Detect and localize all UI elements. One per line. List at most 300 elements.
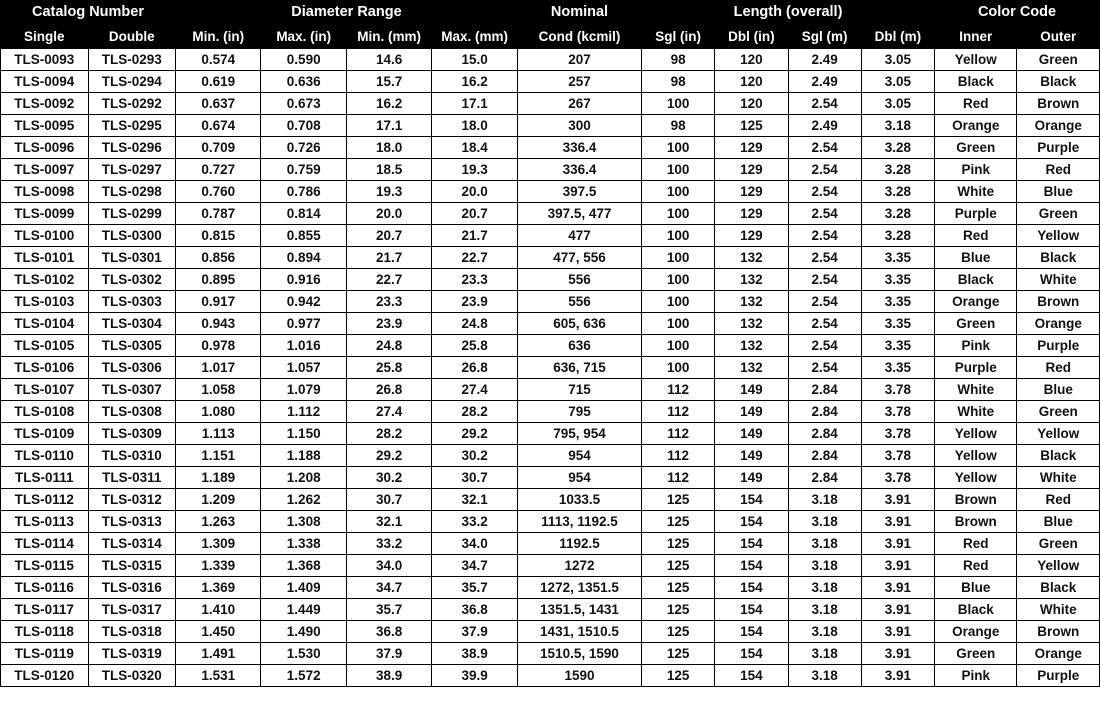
table-cell: 125 (642, 599, 715, 621)
table-cell: 1.016 (261, 335, 346, 357)
table-row (1, 533, 1100, 555)
table-cell: 0.760 (176, 181, 261, 203)
table-cell: Red (1017, 159, 1100, 181)
table-cell: 154 (715, 489, 788, 511)
table-cell: 2.84 (788, 467, 861, 489)
table-cell: White (935, 379, 1017, 401)
table-cell: 18.0 (432, 115, 518, 137)
table-cell: 1.339 (176, 555, 261, 577)
table-cell: 2.54 (788, 203, 861, 225)
table-cell: TLS-0317 (88, 599, 176, 621)
table-cell: 34.7 (346, 577, 431, 599)
table-cell: 3.78 (861, 445, 934, 467)
table-cell: 34.7 (432, 555, 518, 577)
table-cell: 795 (517, 401, 641, 423)
table-cell: 100 (642, 335, 715, 357)
table-cell: 0.727 (176, 159, 261, 181)
table-cell: 3.28 (861, 159, 934, 181)
table-cell: 23.9 (346, 313, 431, 335)
table-cell: 1.262 (261, 489, 346, 511)
table-cell: TLS-0292 (88, 93, 176, 115)
table-cell: 1.263 (176, 511, 261, 533)
table-row (1, 357, 1100, 379)
table-cell: 3.05 (861, 71, 934, 93)
table-cell: 3.78 (861, 467, 934, 489)
table-cell: 129 (715, 181, 788, 203)
table-cell: White (1017, 269, 1100, 291)
table-cell: 149 (715, 401, 788, 423)
table-cell: Black (1017, 577, 1100, 599)
table-cell: 1272 (517, 555, 641, 577)
table-cell: 3.35 (861, 291, 934, 313)
table-cell: TLS-0096 (1, 137, 89, 159)
table-cell: 1.308 (261, 511, 346, 533)
table-cell: 3.78 (861, 379, 934, 401)
table-cell: 715 (517, 379, 641, 401)
table-cell: 149 (715, 467, 788, 489)
table-cell: 100 (642, 137, 715, 159)
table-cell: 3.18 (788, 555, 861, 577)
table-cell: 1.410 (176, 599, 261, 621)
table-cell: TLS-0108 (1, 401, 89, 423)
table-cell: 0.673 (261, 93, 346, 115)
table-row (1, 621, 1100, 643)
table-cell: 125 (642, 533, 715, 555)
table-cell: 0.977 (261, 313, 346, 335)
table-cell: Green (935, 643, 1017, 665)
table-cell: Red (935, 555, 1017, 577)
table-cell: TLS-0316 (88, 577, 176, 599)
table-cell: 0.726 (261, 137, 346, 159)
table-cell: 0.856 (176, 247, 261, 269)
table-cell: Green (1017, 533, 1100, 555)
table-cell: 0.814 (261, 203, 346, 225)
table-cell: 3.91 (861, 533, 934, 555)
table-cell: 37.9 (432, 621, 518, 643)
table-cell: 98 (642, 49, 715, 71)
table-cell: White (1017, 467, 1100, 489)
table-cell: 1272, 1351.5 (517, 577, 641, 599)
table-cell: 36.8 (432, 599, 518, 621)
table-cell: 29.2 (346, 445, 431, 467)
table-cell: Black (935, 269, 1017, 291)
table-cell: 129 (715, 225, 788, 247)
table-cell: 125 (642, 665, 715, 687)
column-header-cell: Sgl (in) (642, 25, 715, 49)
table-cell: 1.449 (261, 599, 346, 621)
table-cell: TLS-0297 (88, 159, 176, 181)
table-cell: TLS-0298 (88, 181, 176, 203)
table-cell: Green (935, 137, 1017, 159)
table-cell: 1.208 (261, 467, 346, 489)
table-cell: TLS-0103 (1, 291, 89, 313)
table-cell: 1.530 (261, 643, 346, 665)
table-row (1, 291, 1100, 313)
table-cell: 14.6 (346, 49, 431, 71)
table-cell: 35.7 (432, 577, 518, 599)
table-cell: 2.49 (788, 71, 861, 93)
table-cell: TLS-0320 (88, 665, 176, 687)
table-cell: 0.916 (261, 269, 346, 291)
table-cell: 18.5 (346, 159, 431, 181)
table-cell: Green (1017, 401, 1100, 423)
table-cell: 100 (642, 93, 715, 115)
table-cell: 3.91 (861, 577, 934, 599)
table-cell: Green (1017, 203, 1100, 225)
table-cell: TLS-0104 (1, 313, 89, 335)
table-cell: 98 (642, 71, 715, 93)
table-cell: 0.786 (261, 181, 346, 203)
table-cell: 1.017 (176, 357, 261, 379)
table-cell: Black (1017, 445, 1100, 467)
table-cell: Black (935, 71, 1017, 93)
table-cell: 0.574 (176, 49, 261, 71)
table-cell: 3.91 (861, 665, 934, 687)
table-cell: 3.91 (861, 489, 934, 511)
table-cell: 336.4 (517, 137, 641, 159)
table-cell: 1.058 (176, 379, 261, 401)
table-cell: 477 (517, 225, 641, 247)
table-cell: 954 (517, 467, 641, 489)
table-cell: 125 (642, 577, 715, 599)
table-cell: 125 (642, 489, 715, 511)
table-cell: 30.7 (432, 467, 518, 489)
table-row (1, 511, 1100, 533)
table-cell: 2.54 (788, 313, 861, 335)
table-row (1, 313, 1100, 335)
table-cell: 1.450 (176, 621, 261, 643)
table-cell: 26.8 (432, 357, 518, 379)
table-cell: 129 (715, 203, 788, 225)
table-cell: TLS-0315 (88, 555, 176, 577)
table-cell: TLS-0314 (88, 533, 176, 555)
table-cell: 32.1 (346, 511, 431, 533)
table-row (1, 269, 1100, 291)
table-cell: 954 (517, 445, 641, 467)
table-cell: 28.2 (432, 401, 518, 423)
table-cell: TLS-0107 (1, 379, 89, 401)
table-cell: 18.0 (346, 137, 431, 159)
table-cell: Brown (935, 511, 1017, 533)
table-row (1, 115, 1100, 137)
table-cell: 0.942 (261, 291, 346, 313)
table-cell: 207 (517, 49, 641, 71)
table-cell: TLS-0110 (1, 445, 89, 467)
table-cell: 1.209 (176, 489, 261, 511)
table-cell: 0.894 (261, 247, 346, 269)
table-cell: 3.18 (788, 665, 861, 687)
table-row (1, 665, 1100, 687)
column-header-cell: Outer (1017, 25, 1100, 49)
table-cell: TLS-0102 (1, 269, 89, 291)
table-cell: Yellow (935, 467, 1017, 489)
column-header-cell: Max. (in) (261, 25, 346, 49)
table-cell: 336.4 (517, 159, 641, 181)
table-cell: 0.787 (176, 203, 261, 225)
table-cell: 154 (715, 555, 788, 577)
table-cell: Purple (1017, 137, 1100, 159)
table-cell: 3.35 (861, 357, 934, 379)
table-cell: 16.2 (432, 71, 518, 93)
table-cell: TLS-0308 (88, 401, 176, 423)
table-cell: 257 (517, 71, 641, 93)
table-cell: 100 (642, 181, 715, 203)
table-cell: Pink (935, 159, 1017, 181)
table-cell: Blue (935, 247, 1017, 269)
column-header-cell: Dbl (m) (861, 25, 934, 49)
table-row (1, 247, 1100, 269)
table-cell: 3.18 (788, 489, 861, 511)
table-cell: 0.674 (176, 115, 261, 137)
table-cell: 3.05 (861, 93, 934, 115)
table-cell: TLS-0299 (88, 203, 176, 225)
table-cell: 2.54 (788, 137, 861, 159)
table-cell: 1.151 (176, 445, 261, 467)
table-cell: TLS-0312 (88, 489, 176, 511)
table-cell: 38.9 (432, 643, 518, 665)
table-cell: 125 (642, 621, 715, 643)
table-cell: 100 (642, 225, 715, 247)
table-cell: TLS-0302 (88, 269, 176, 291)
table-cell: TLS-0105 (1, 335, 89, 357)
table-cell: 25.8 (346, 357, 431, 379)
column-header-cell: Max. (mm) (432, 25, 518, 49)
table-cell: 3.35 (861, 247, 934, 269)
table-cell: 22.7 (346, 269, 431, 291)
table-cell: Orange (1017, 115, 1100, 137)
table-row (1, 401, 1100, 423)
table-cell: 0.709 (176, 137, 261, 159)
table-cell: Orange (1017, 313, 1100, 335)
table-cell: 0.619 (176, 71, 261, 93)
table-cell: 112 (642, 423, 715, 445)
table-cell: Blue (1017, 181, 1100, 203)
table-cell: Yellow (935, 423, 1017, 445)
table-cell: TLS-0097 (1, 159, 89, 181)
table-cell: 1.490 (261, 621, 346, 643)
table-cell: TLS-0319 (88, 643, 176, 665)
table-cell: 3.18 (788, 577, 861, 599)
table-cell: 36.8 (346, 621, 431, 643)
table-cell: 3.18 (788, 533, 861, 555)
table-cell: 132 (715, 357, 788, 379)
table-cell: Red (1017, 489, 1100, 511)
table-cell: Brown (1017, 93, 1100, 115)
table-cell: 100 (642, 313, 715, 335)
table-cell: White (1017, 599, 1100, 621)
table-cell: TLS-0293 (88, 49, 176, 71)
table-cell: 1510.5, 1590 (517, 643, 641, 665)
table-cell: 1.531 (176, 665, 261, 687)
table-row (1, 643, 1100, 665)
table-cell: Brown (1017, 291, 1100, 313)
table-cell: 38.9 (346, 665, 431, 687)
table-cell: 3.18 (788, 599, 861, 621)
table-cell: Red (1017, 357, 1100, 379)
table-cell: 22.7 (432, 247, 518, 269)
table-cell: TLS-0318 (88, 621, 176, 643)
table-cell: 129 (715, 159, 788, 181)
table-cell: 0.895 (176, 269, 261, 291)
table-cell: Purple (1017, 665, 1100, 687)
table-cell: 1192.5 (517, 533, 641, 555)
table-cell: 149 (715, 379, 788, 401)
table-cell: TLS-0311 (88, 467, 176, 489)
table-cell: TLS-0109 (1, 423, 89, 445)
table-cell: 3.28 (861, 181, 934, 203)
table-cell: 795, 954 (517, 423, 641, 445)
table-cell: 1033.5 (517, 489, 641, 511)
table-cell: 24.8 (432, 313, 518, 335)
table-cell: TLS-0295 (88, 115, 176, 137)
table-cell: 25.8 (432, 335, 518, 357)
table-row (1, 599, 1100, 621)
table-cell: Orange (935, 291, 1017, 313)
table-cell: 1.113 (176, 423, 261, 445)
table-cell: TLS-0099 (1, 203, 89, 225)
table-cell: 1.368 (261, 555, 346, 577)
table-cell: 23.3 (346, 291, 431, 313)
table-cell: 132 (715, 335, 788, 357)
table-row (1, 181, 1100, 203)
table-cell: Red (935, 93, 1017, 115)
table-cell: 2.54 (788, 159, 861, 181)
table-cell: TLS-0313 (88, 511, 176, 533)
table-cell: Blue (1017, 379, 1100, 401)
table-cell: 605, 636 (517, 313, 641, 335)
table-cell: Yellow (1017, 225, 1100, 247)
table-cell: 19.3 (346, 181, 431, 203)
table-cell: 112 (642, 401, 715, 423)
table-cell: 21.7 (432, 225, 518, 247)
table-cell: 3.91 (861, 643, 934, 665)
table-row (1, 49, 1100, 71)
table-cell: 20.7 (432, 203, 518, 225)
group-header-cell: Diameter Range (176, 1, 518, 25)
table-cell: 0.978 (176, 335, 261, 357)
table-cell: 3.18 (788, 511, 861, 533)
table-cell: 33.2 (432, 511, 518, 533)
table-cell: Brown (935, 489, 1017, 511)
table-cell: 2.84 (788, 379, 861, 401)
table-cell: 132 (715, 269, 788, 291)
table-cell: 1.112 (261, 401, 346, 423)
table-cell: 149 (715, 445, 788, 467)
table-cell: Pink (935, 335, 1017, 357)
table-cell: 17.1 (346, 115, 431, 137)
table-row (1, 159, 1100, 181)
table-row (1, 555, 1100, 577)
table-cell: 37.9 (346, 643, 431, 665)
table-cell: TLS-0307 (88, 379, 176, 401)
column-header-cell: Sgl (m) (788, 25, 861, 49)
table-cell: 3.91 (861, 599, 934, 621)
table-cell: 154 (715, 643, 788, 665)
table-cell: 120 (715, 71, 788, 93)
table-cell: 30.2 (432, 445, 518, 467)
table-cell: Green (935, 313, 1017, 335)
table-cell: 129 (715, 137, 788, 159)
table-cell: 2.49 (788, 115, 861, 137)
table-cell: 15.0 (432, 49, 518, 71)
table-cell: 0.759 (261, 159, 346, 181)
table-cell: 23.3 (432, 269, 518, 291)
table-cell: 3.35 (861, 313, 934, 335)
table-cell: TLS-0120 (1, 665, 89, 687)
table-cell: 2.54 (788, 247, 861, 269)
table-cell: 132 (715, 291, 788, 313)
table-cell: 154 (715, 511, 788, 533)
table-cell: 0.590 (261, 49, 346, 71)
table-cell: 100 (642, 203, 715, 225)
table-cell: 1.369 (176, 577, 261, 599)
table-cell: TLS-0116 (1, 577, 89, 599)
table-cell: 33.2 (346, 533, 431, 555)
table-row (1, 225, 1100, 247)
table-cell: 125 (715, 115, 788, 137)
table-cell: TLS-0296 (88, 137, 176, 159)
table-cell: Yellow (935, 445, 1017, 467)
table-cell: 28.2 (346, 423, 431, 445)
table-cell: 100 (642, 247, 715, 269)
table-cell: Brown (1017, 621, 1100, 643)
table-cell: 20.0 (346, 203, 431, 225)
table-cell: 26.8 (346, 379, 431, 401)
table-cell: TLS-0305 (88, 335, 176, 357)
table-cell: 23.9 (432, 291, 518, 313)
table-cell: 1.338 (261, 533, 346, 555)
table-cell: 20.0 (432, 181, 518, 203)
table-cell: 1.080 (176, 401, 261, 423)
table-cell: Purple (935, 357, 1017, 379)
table-cell: Yellow (1017, 423, 1100, 445)
table-cell: 1.188 (261, 445, 346, 467)
table-cell: 3.78 (861, 423, 934, 445)
table-cell: 3.18 (788, 621, 861, 643)
table-cell: 154 (715, 533, 788, 555)
table-cell: Blue (1017, 511, 1100, 533)
table-cell: Green (1017, 49, 1100, 71)
table-cell: TLS-0114 (1, 533, 89, 555)
table-cell: White (935, 181, 1017, 203)
table-cell: 3.05 (861, 49, 934, 71)
table-cell: 30.2 (346, 467, 431, 489)
table-cell: 1590 (517, 665, 641, 687)
table-cell: Orange (935, 621, 1017, 643)
table-cell: TLS-0306 (88, 357, 176, 379)
table-cell: 29.2 (432, 423, 518, 445)
table-cell: Orange (935, 115, 1017, 137)
table-cell: TLS-0111 (1, 467, 89, 489)
table-cell: 100 (642, 291, 715, 313)
table-cell: 1.057 (261, 357, 346, 379)
table-cell: 3.28 (861, 225, 934, 247)
table-cell: 2.54 (788, 291, 861, 313)
table-cell: 300 (517, 115, 641, 137)
group-header-cell: Length (overall) (642, 1, 935, 25)
table-row (1, 203, 1100, 225)
table-cell: 1.150 (261, 423, 346, 445)
table-row (1, 423, 1100, 445)
table-cell: Black (1017, 247, 1100, 269)
table-cell: 20.7 (346, 225, 431, 247)
table-cell: 112 (642, 467, 715, 489)
table-cell: 24.8 (346, 335, 431, 357)
table-cell: TLS-0106 (1, 357, 89, 379)
column-header-cell: Min. (in) (176, 25, 261, 49)
table-cell: 0.708 (261, 115, 346, 137)
table-cell: 112 (642, 445, 715, 467)
